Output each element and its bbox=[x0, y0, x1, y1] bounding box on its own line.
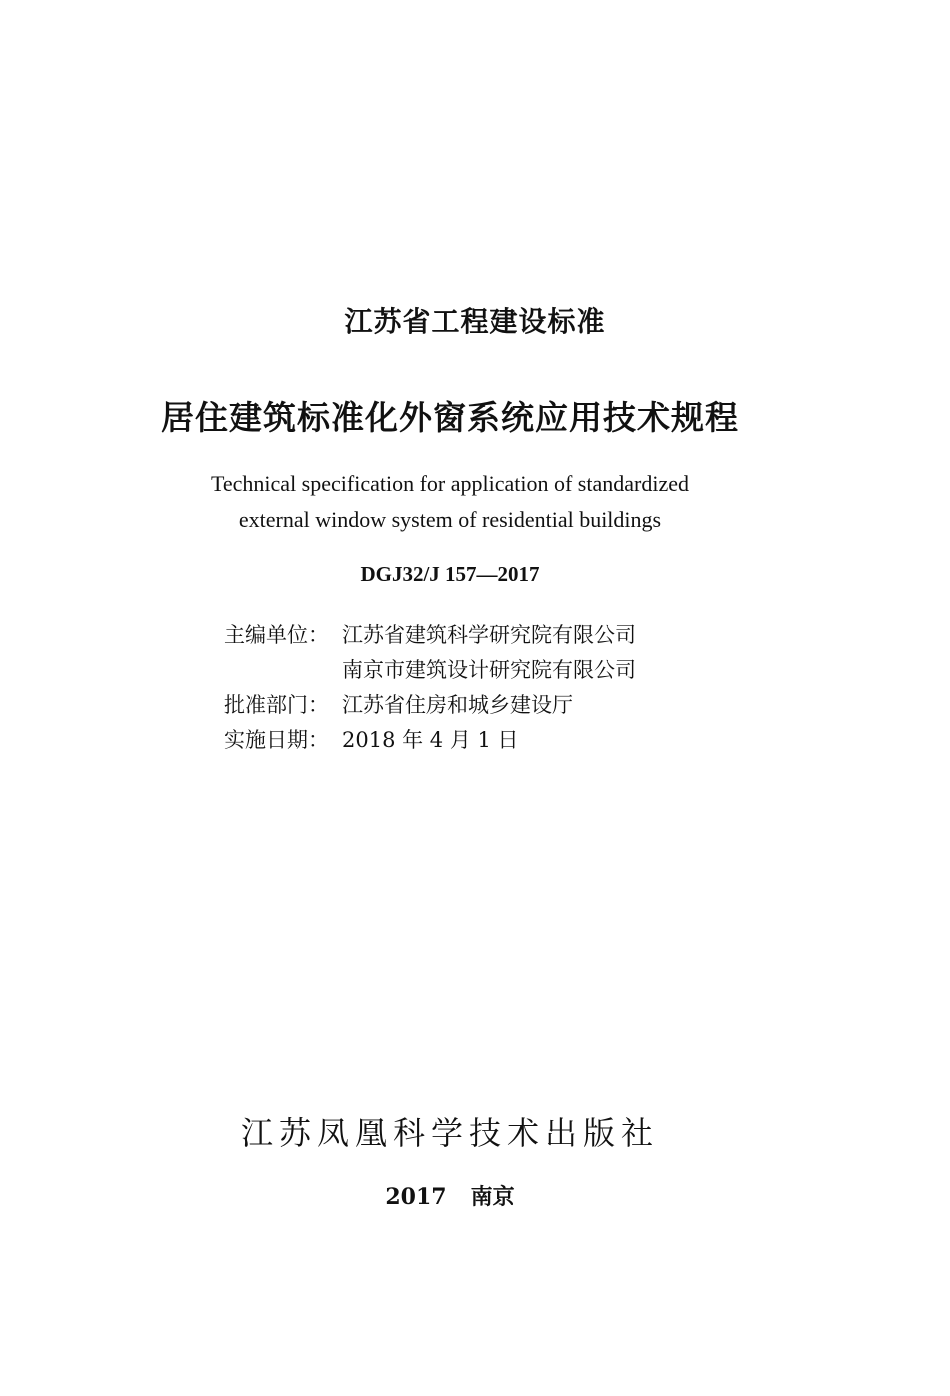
publication-year: 2017 bbox=[385, 1184, 447, 1210]
chief-editors-label: 主编单位： bbox=[224, 623, 329, 647]
chief-editors-row bbox=[224, 618, 636, 688]
chief-editor-1: 江苏省建筑科学研究院有限公司 bbox=[342, 623, 636, 647]
approved-by-row bbox=[224, 688, 636, 723]
series-title: 江苏省工程建设标准 bbox=[344, 305, 606, 338]
publication-line bbox=[0, 1180, 900, 1211]
english-title-line-1: Technical specification for application of standardized bbox=[211, 471, 689, 496]
standard-code: DGJ32/J 157—2017 bbox=[360, 562, 540, 586]
english-title-line-2: external window system of residential buildings bbox=[238, 507, 662, 532]
approved-by-value: 江苏省住房和城乡建设厅 bbox=[342, 693, 573, 717]
effective-date-row bbox=[224, 723, 636, 758]
publisher-name: 江苏凤凰科学技术出版社 bbox=[240, 1114, 659, 1152]
effective-date-value: 2018 年 4 月 1 日 bbox=[342, 728, 519, 752]
chief-editor-2: 南京市建筑设计研究院有限公司 bbox=[342, 658, 636, 682]
publication-city: 南京 bbox=[470, 1184, 515, 1210]
english-title bbox=[0, 466, 900, 538]
chief-editors-values bbox=[342, 618, 636, 688]
info-block bbox=[224, 618, 636, 758]
approved-by-label: 批准部门： bbox=[224, 693, 329, 717]
effective-date-label: 实施日期： bbox=[224, 728, 329, 752]
main-title: 居住建筑标准化外窗系统应用技术规程 bbox=[161, 398, 739, 437]
